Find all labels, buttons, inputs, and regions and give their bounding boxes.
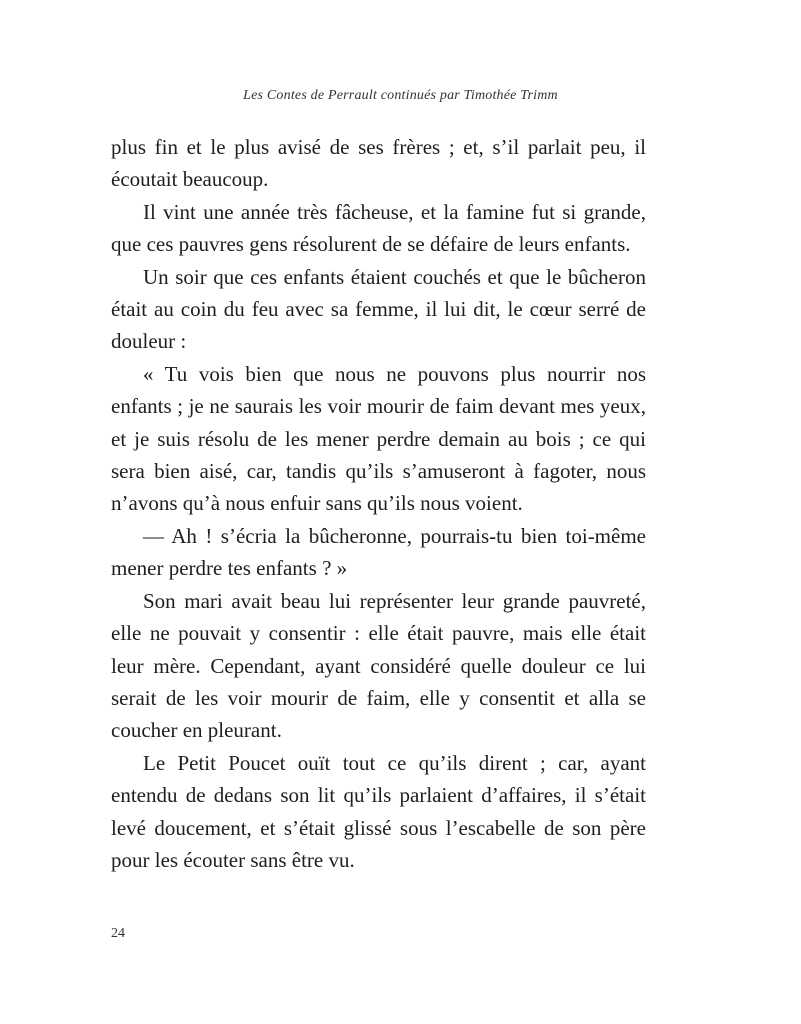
paragraph: Un soir que ces enfants étaient couchés et que le bûcheron était au coin du feu avec sa femme, il lui dit, le cœur serré de douleur : xyxy=(111,264,646,354)
running-header: Les Contes de Perrault continués par Timothée Trimm xyxy=(243,88,558,103)
page-number: 24 xyxy=(111,926,125,941)
paragraph: Le Petit Poucet ouït tout ce qu’ils dirent ; car, ayant entendu de dedans son lit qu’ils parlaient d’affaires, il s’était levé doucement, et s’était glissé sous l’escabelle de son père pour les écouter sans être vu. xyxy=(111,750,646,872)
paragraph: plus fin et le plus avisé de ses frères ; et, s’il parlait peu, il écoutait beaucoup. xyxy=(111,135,646,192)
paragraph: Son mari avait beau lui représenter leur grande pauvreté, elle ne pouvait y consentir : elle était pauvre, mais elle était leur mère. Cependant, ayant considéré quelle douleur ce lui serait de les voir mourir de faim, elle y consentit et alla se coucher en pleurant. xyxy=(111,588,646,743)
paragraph: Il vint une année très fâcheuse, et la famine fut si grande, que ces pauvres gens résolurent de se défaire de leurs enfants. xyxy=(111,199,646,257)
paragraph: — Ah ! s’écria la bûcheronne, pourrais-tu bien toi-même mener perdre tes enfants ? » xyxy=(111,523,646,581)
paragraph: « Tu vois bien que nous ne pouvons plus nourrir nos enfants ; je ne saurais les voir mourir de faim devant mes yeux, et je suis résolu de les mener perdre demain au bois ; ce qui sera bien aisé, car, tandis qu’ils s’amuseront à fagoter, nous n’avons qu’à nous enfuir sans qu’ils nous voient. xyxy=(111,361,646,516)
body-text xyxy=(111,131,646,876)
